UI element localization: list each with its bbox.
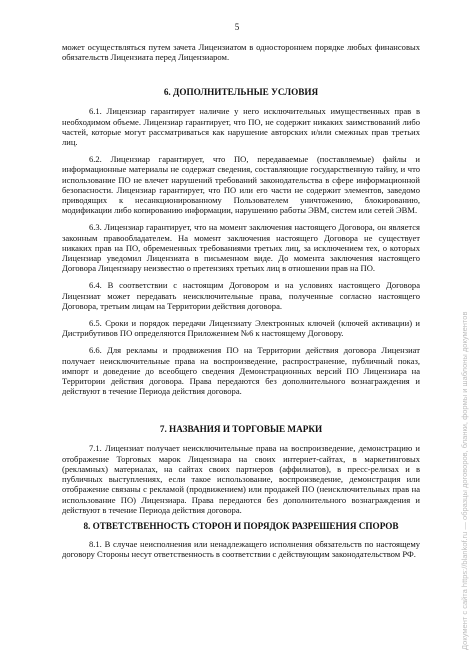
site-watermark: Документ с сайта https://blankof.ru — образцы договоров, бланки, формы и шаблоны документов	[460, 311, 469, 650]
intro-paragraph: может осуществляться путем зачета Лицензиатом в одностороннем порядке любых финансовых обязательств Лицензиата перед Лицензиаром.	[62, 42, 420, 63]
clause-6-3: 6.3. Лицензиар гарантирует, что на момент заключения настоящего Договора, он является законным правообладателем. На момент заключения настоящего Договора не существует никаких прав на ПО, обремененных требованиями третьих лиц, за исключением тех, о которых Лицензиар уведомил Лицензиата в письменном виде. До момента заключения настоящего Договора Лицензиару неизвестно о претензиях третьих лиц в отношении прав на ПО.	[62, 222, 420, 274]
section-8-heading: 8. ОТВЕТСТВЕННОСТЬ СТОРОН И ПОРЯДОК РАЗРЕШЕНИЯ СПОРОВ	[83, 520, 399, 531]
clause-6-1: 6.1. Лицензиар гарантирует наличие у него исключительных имущественных прав в необходимом объеме. Лицензиар гарантирует, что ПО, не содержит никаких заимствований либо частей, которые могут рассматриваться как нарушение авторских и/или смежных прав третьих лиц.	[62, 106, 420, 148]
clause-6-2: 6.2. Лицензиар гарантирует, что ПО, передаваемые (поставляемые) файлы и информационные материалы не содержат сведения, составляющие государственную тайну, и что использование ПО не влечет нарушений требований законодательства в сфере информационной безопасности. Лицензиар гарантирует, что ПО или его части не содержит элементов, заведомо приводящих к несанкционированному Пользователем уничтожению, блокированию, модификации либо копированию информации, нарушению работы ЭВМ, систем или сетей ЭВМ.	[62, 154, 420, 216]
clause-7-1: 7.1. Лицензиат получает неисключительные права на воспроизведение, демонстрацию и отображение Торговых марок Лицензиара на своих интернет-сайтах, в маркетинговых (рекламных) материалах, на сайтах своих партнеров (аффилиатов), в пресс-релизах и в публичных выступлениях, если такое использование, воспроизведение, демонстрация или отображение связаны с рекламой (продвижением) или продажей ПО (неисключительных прав на использование ПО) Лицензиара. Права передаются без дополнительного вознаграждения и действуют в течение Периода действия договора.	[62, 443, 420, 515]
clause-6-5: 6.5. Сроки и порядок передачи Лицензиату Электронных ключей (ключей активации) и Дистрибутивов ПО определяются Приложением №6 к настоящему Договору.	[62, 318, 420, 339]
section-7-heading: 7. НАЗВАНИЯ И ТОРГОВЫЕ МАРКИ	[159, 424, 323, 435]
page-number: 5	[234, 22, 240, 32]
clause-6-4: 6.4. В соответствии с настоящим Договором и на условиях настоящего Договора Лицензиат может передавать неисключительные права, полученные согласно настоящего Договора, третьим лицам на Территории действия договора.	[62, 280, 420, 311]
clause-6-6: 6.6. Для рекламы и продвижения ПО на Территории действия договора Лицензиат получает неисключительные права на воспроизведение, распространение, публичный показ, импорт и доведение до всеобщего сведения Демонстрационных версий ПО Лицензиара на Территории действия договора. Права передаются без дополнительного вознаграждения и действуют в течение Периода действия договора.	[62, 345, 420, 397]
document-body	[62, 42, 420, 559]
clause-8-1: 8.1. В случае неисполнения или ненадлежащего исполнения обязательств по настоящему договору Стороны несут ответственность в соответствии с действующим законодательством РФ.	[62, 538, 420, 560]
section-6-heading: 6. ДОПОЛНИТЕЛЬНЫЕ УСЛОВИЯ	[163, 87, 319, 98]
